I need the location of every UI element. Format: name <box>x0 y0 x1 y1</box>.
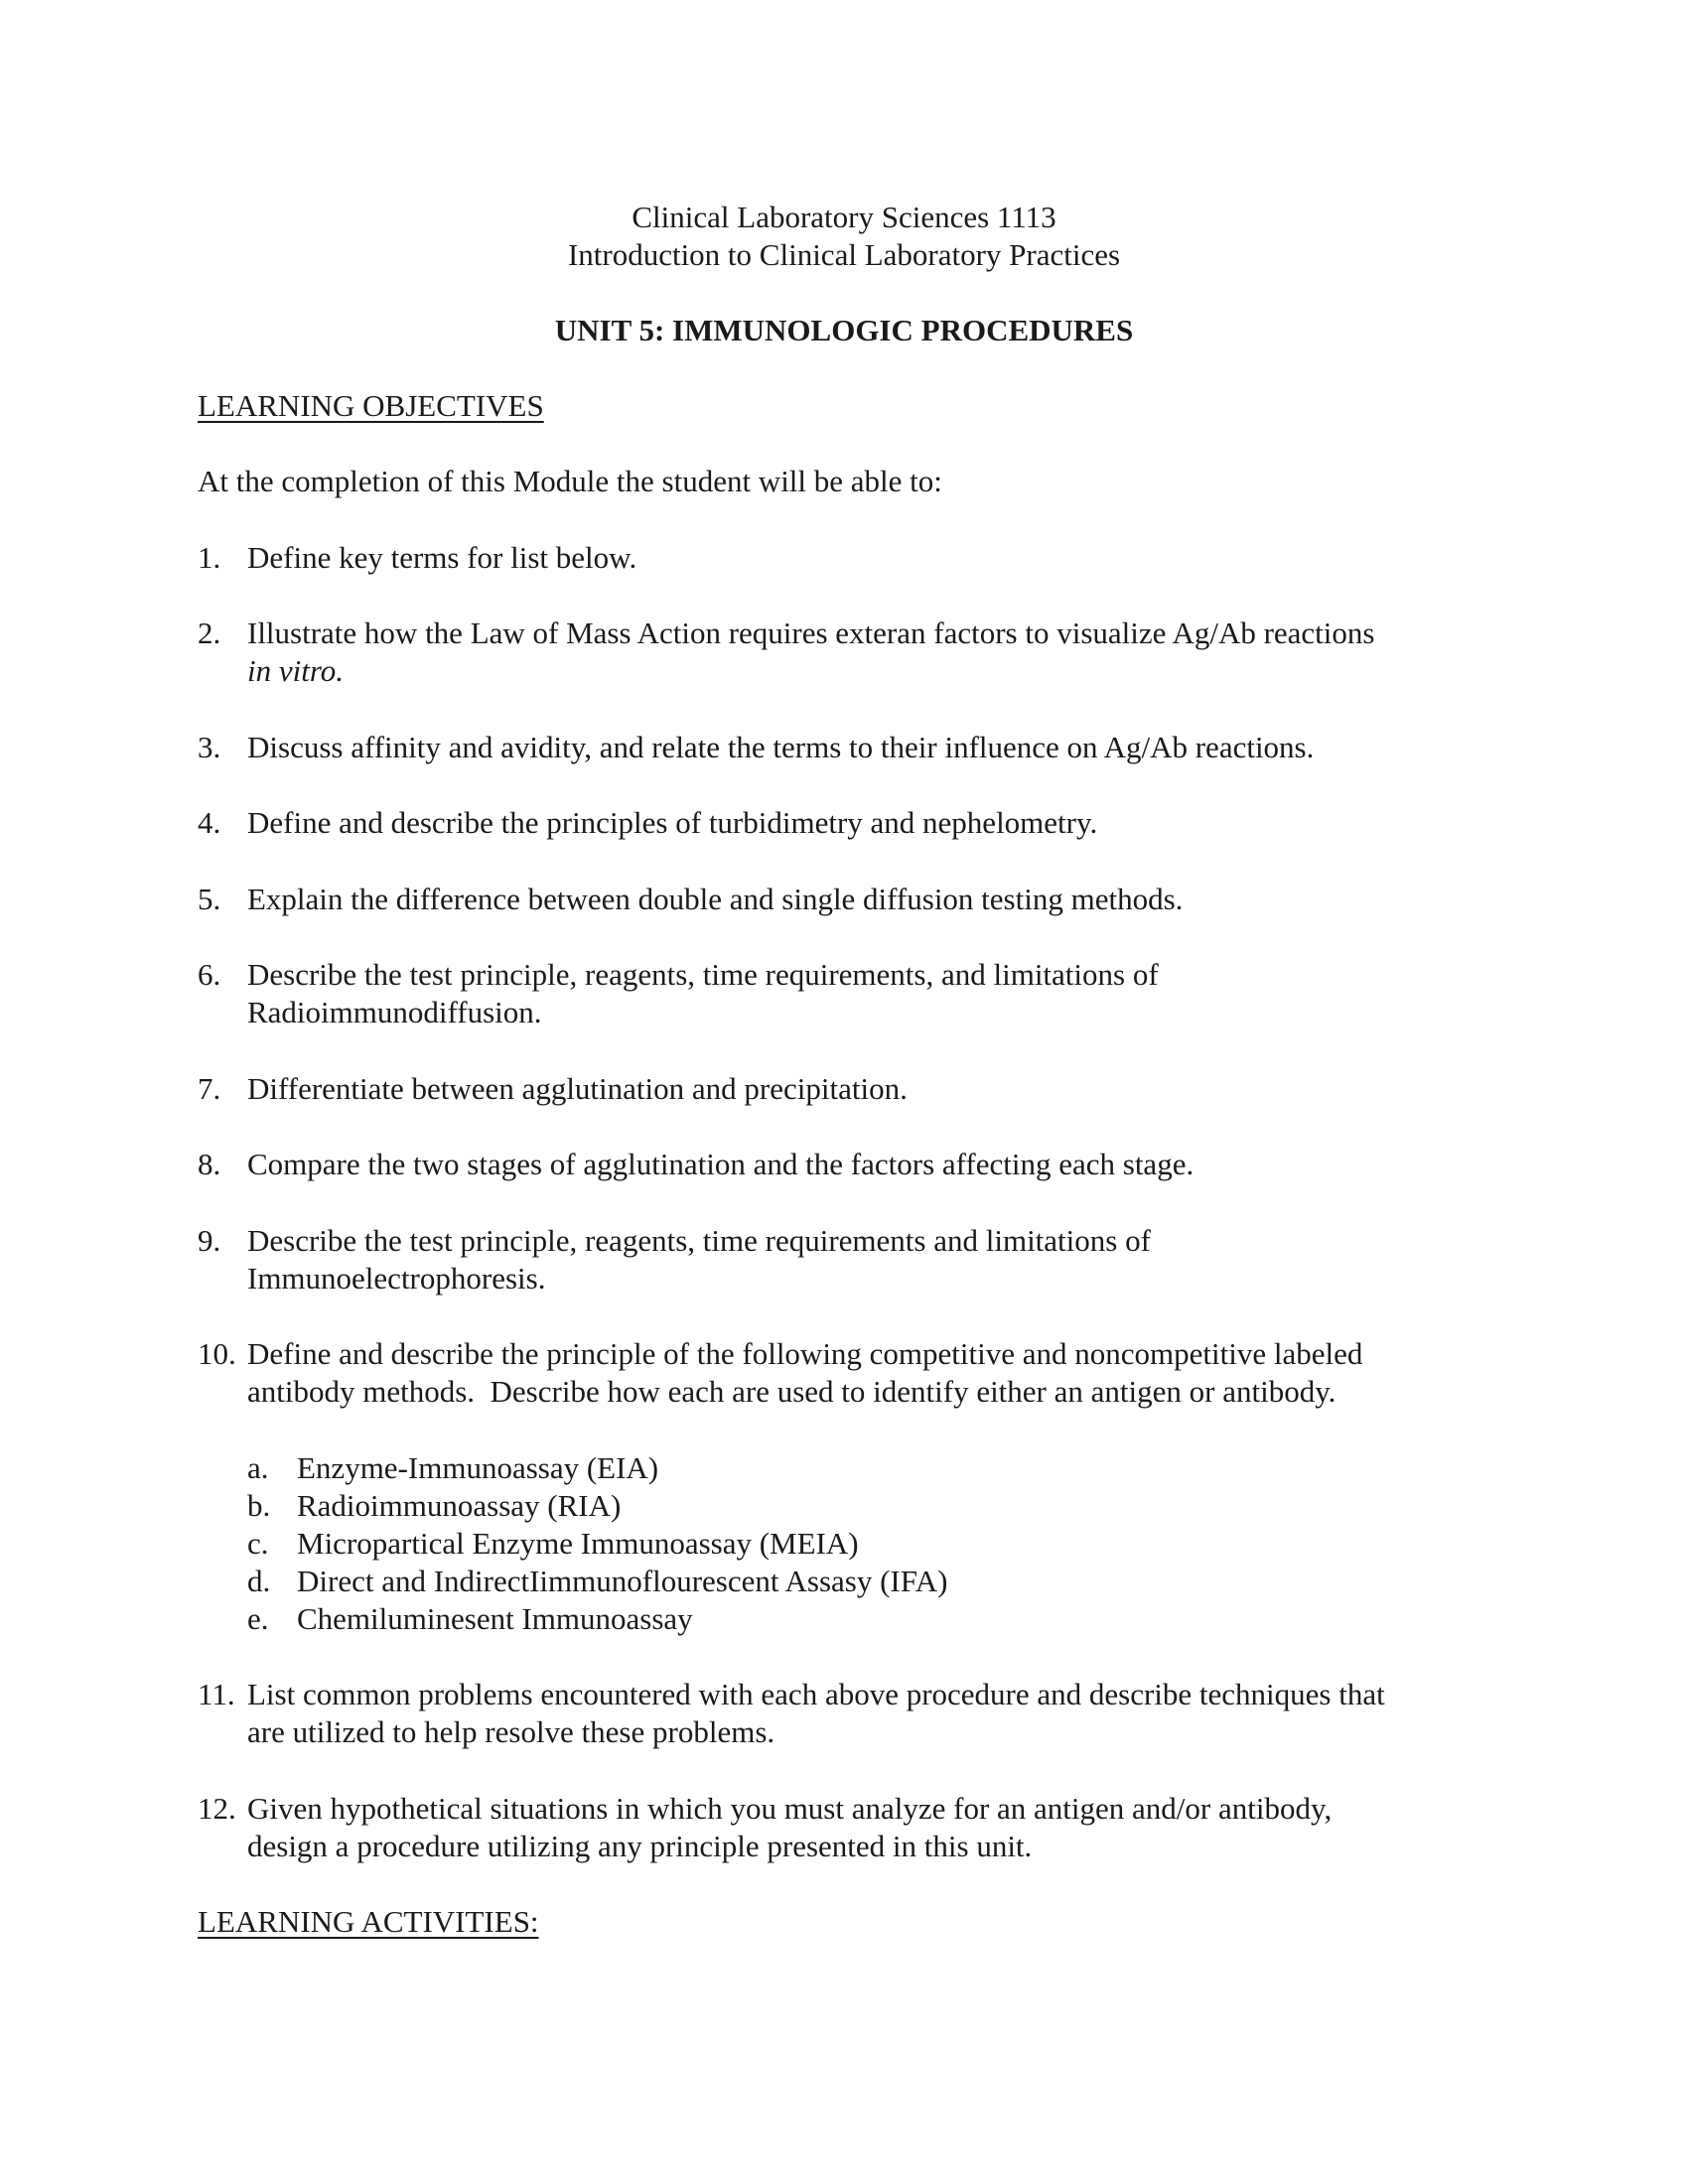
sub-item-text: Chemiluminesent Immunoassay <box>297 1601 693 1636</box>
objective-number: 5. <box>198 882 221 916</box>
objective-text: Define and describe the principles of turbidimetry and nephelometry. <box>247 805 1098 840</box>
sub-item-text: Micropartical Enzyme Immunoassay (MEIA) <box>297 1526 859 1561</box>
objective-text: Immunoelectrophoresis. <box>247 1261 546 1296</box>
objective-text: Define key terms for list below. <box>247 540 637 575</box>
objective-text: are utilized to help resolve these problems. <box>247 1714 775 1749</box>
sub-item-text: Direct and IndirectIimmunoflourescent Assasy (IFA) <box>297 1564 948 1598</box>
objective-text: Radioimmunodiffusion. <box>247 995 542 1029</box>
objective-number: 6. <box>198 957 221 992</box>
objectives-heading: LEARNING OBJECTIVES <box>198 388 544 423</box>
sub-item-text: Enzyme-Immunoassay (EIA) <box>297 1450 659 1485</box>
course-title: Introduction to Clinical Laboratory Practices <box>567 237 1121 272</box>
objective-text: antibody methods. Describe how each are used to identify either an antigen or antibody. <box>247 1374 1336 1409</box>
objective-text: List common problems encountered with each above procedure and describe techniques that <box>247 1677 1385 1711</box>
objective-number: 1. <box>198 540 221 575</box>
objective-text: Differentiate between agglutination and precipitation. <box>247 1071 908 1106</box>
activities-heading: LEARNING ACTIVITIES: <box>198 1904 539 1939</box>
objective-text: Illustrate how the Law of Mass Action requires exteran factors to visualize Ag/Ab reactions <box>247 615 1375 650</box>
sub-item-letter: d. <box>247 1564 271 1598</box>
objective-text: Compare the two stages of agglutination and the factors affecting each stage. <box>247 1147 1195 1181</box>
objective-number: 3. <box>198 730 221 764</box>
objective-text: Given hypothetical situations in which you must analyze for an antigen and/or antibody, <box>247 1791 1333 1826</box>
objective-number: 2. <box>198 615 221 650</box>
intro-text: At the completion of this Module the student will be able to: <box>198 464 942 498</box>
objective-number: 10. <box>198 1336 236 1371</box>
sub-item-letter: e. <box>247 1601 269 1636</box>
objective-text: Explain the difference between double and single diffusion testing methods. <box>247 882 1184 916</box>
sub-item-letter: c. <box>247 1526 269 1561</box>
objective-text: Describe the test principle, reagents, time requirements and limitations of <box>247 1223 1151 1258</box>
unit-title: UNIT 5: IMMUNOLOGIC PROCEDURES <box>554 313 1134 347</box>
objective-number: 9. <box>198 1223 221 1258</box>
objective-text: Discuss affinity and avidity, and relate the terms to their influence on Ag/Ab reactions. <box>247 730 1315 764</box>
sub-item-text: Radioimmunoassay (RIA) <box>297 1488 622 1523</box>
objective-number: 8. <box>198 1147 221 1181</box>
objective-number: 11. <box>198 1677 235 1711</box>
objective-text: design a procedure utilizing any principle presented in this unit. <box>247 1829 1033 1863</box>
objective-text: Describe the test principle, reagents, time requirements, and limitations of <box>247 957 1159 992</box>
objective-text-italic: in vitro. <box>247 653 345 688</box>
sub-item-letter: b. <box>247 1488 271 1523</box>
objective-number: 12. <box>198 1791 236 1826</box>
sub-item-letter: a. <box>247 1450 269 1485</box>
objective-text: Define and describe the principle of the following competitive and noncompetitive labeled <box>247 1336 1363 1371</box>
objective-number: 7. <box>198 1071 221 1106</box>
objective-number: 4. <box>198 805 221 840</box>
course-line: Clinical Laboratory Sciences 1113 <box>632 200 1056 234</box>
